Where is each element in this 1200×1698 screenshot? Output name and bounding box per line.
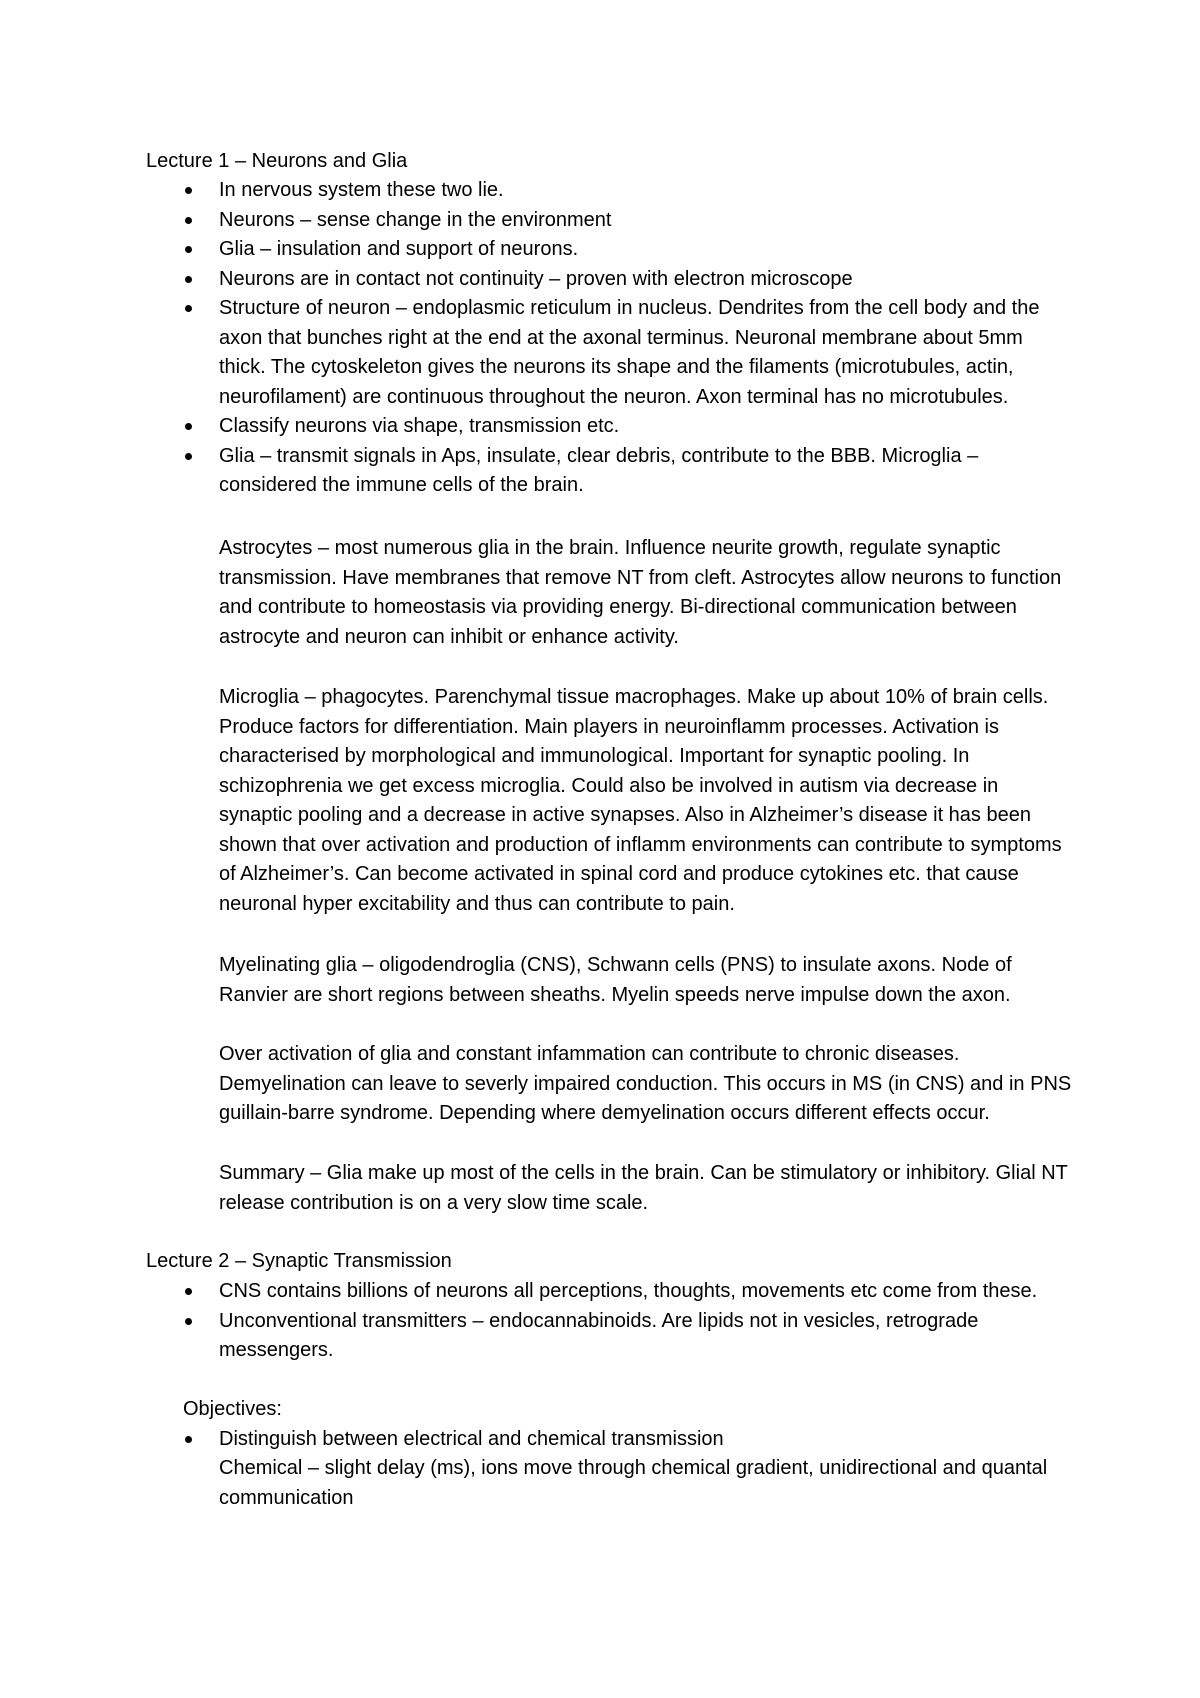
list-item: In nervous system these two lie. xyxy=(0,176,1074,206)
chemical-transmission-note: Chemical – slight delay (ms), ions move through chemical gradient, unidirectional and quantal communication xyxy=(219,1457,1048,1509)
myelinating-glia-paragraph: Myelinating glia – oligodendroglia (CNS), Schwann cells (PNS) to insulate axons. Node of Ranvier are short regions between sheaths. Myelin speeds nerve impulse down the axon. xyxy=(219,954,1012,1006)
list-item: Glia – insulation and support of neurons. xyxy=(0,235,1074,265)
list-item: Structure of neuron – endoplasmic reticulum in nucleus. Dendrites from the cell body and the axon that bunches right at the end at the axonal terminus. Neuronal membrane about 5mm thick. The cytoskeleton gives the neurons its shape and the filaments (microtubules, actin, neurofilament) are continuous throughout the neuron. Axon terminal has no microtubules. xyxy=(0,294,1074,412)
astrocytes-paragraph: Astrocytes – most numerous glia in the brain. Influence neurite growth, regulate synaptic transmission. Have membranes that remove NT from cleft. Astrocytes allow neurons to function and contribute to homeostasis via providing energy. Bi-directional communication between astrocyte and neuron can inhibit or enhance activity. xyxy=(219,537,1062,648)
lecture-2-heading: Lecture 2 – Synaptic Transmission xyxy=(146,1250,452,1272)
lecture-1-heading: Lecture 1 – Neurons and Glia xyxy=(146,150,408,172)
list-item: Classify neurons via shape, transmission etc. xyxy=(0,412,1074,442)
lecture-2-bullet-list xyxy=(0,1277,1074,1366)
list-item: Unconventional transmitters – endocannabinoids. Are lipids not in vesicles, retrograde messengers. xyxy=(0,1307,1074,1366)
summary-paragraph: Summary – Glia make up most of the cells in the brain. Can be stimulatory or inhibitory. Glial NT release contribution is on a very slow time scale. xyxy=(219,1162,1068,1214)
microglia-paragraph: Microglia – phagocytes. Parenchymal tissue macrophages. Make up about 10% of brain cells. Produce factors for differentiation. Main players in neuroinflamm processes. Activation is characterised by morphological and immunological. Important for synaptic pooling. In schizophrenia we get excess microglia. Could also be involved in autism via decrease in synaptic pooling and a decrease in active synapses. Also in Alzheimer’s disease it has been shown that over activation and production of inflamm environments can contribute to symptoms of Alzheimer’s. Can become activated in spinal cord and produce cytokines etc. that cause neuronal hyper excitability and thus can contribute to pain. xyxy=(219,686,1062,915)
overactivation-paragraph: Over activation of glia and constant infammation can contribute to chronic diseases. Demyelination can leave to severly impaired conduction. This occurs in MS (in CNS) and in PNS guillain-barre syndrome. Depending where demyelination occurs different effects occur. xyxy=(219,1043,1072,1124)
list-item: Neurons – sense change in the environment xyxy=(0,206,1074,236)
list-item: Distinguish between electrical and chemical transmission xyxy=(0,1425,1074,1455)
objectives-label: Objectives: xyxy=(183,1398,282,1420)
list-item: CNS contains billions of neurons all perceptions, thoughts, movements etc come from these. xyxy=(0,1277,1074,1307)
objectives-bullet-list xyxy=(0,1425,1074,1455)
list-item: Neurons are in contact not continuity – proven with electron microscope xyxy=(0,265,1074,295)
list-item: Glia – transmit signals in Aps, insulate, clear debris, contribute to the BBB. Microglia – considered the immune cells of the brain. xyxy=(0,442,1074,501)
lecture-1-bullet-list xyxy=(0,176,1074,501)
